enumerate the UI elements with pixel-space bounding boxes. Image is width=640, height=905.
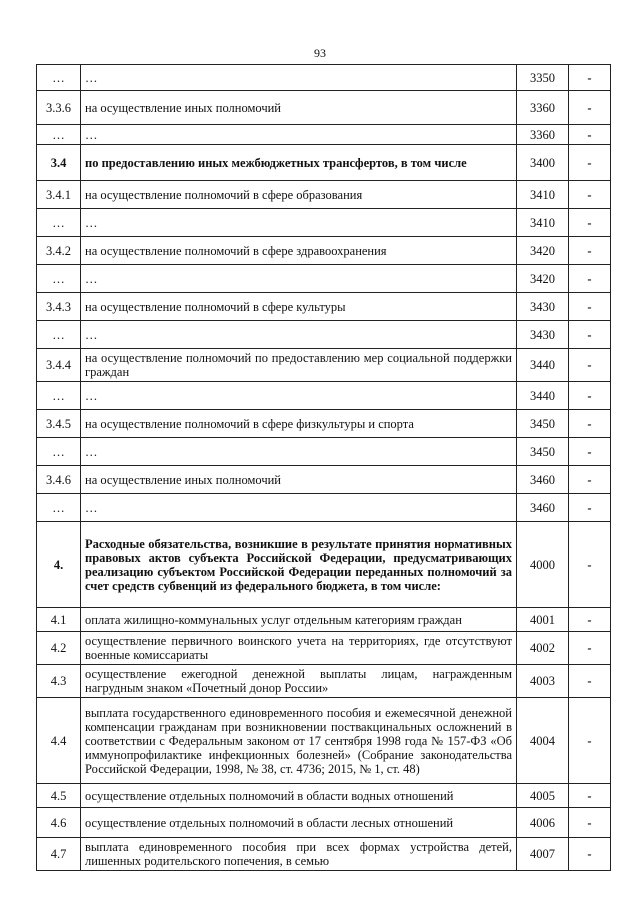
table-row bbox=[37, 466, 611, 494]
row-number: 3.4 bbox=[37, 145, 81, 181]
row-value: - bbox=[569, 466, 611, 494]
row-description: … bbox=[81, 438, 517, 466]
row-value: - bbox=[569, 632, 611, 665]
row-code: 3420 bbox=[517, 237, 569, 265]
row-number: 3.4.2 bbox=[37, 237, 81, 265]
row-code: 4006 bbox=[517, 808, 569, 838]
row-value: - bbox=[569, 838, 611, 871]
row-description: … bbox=[81, 494, 517, 522]
row-value: - bbox=[569, 237, 611, 265]
row-description: на осуществление иных полномочий bbox=[81, 466, 517, 494]
row-code: 3460 bbox=[517, 494, 569, 522]
row-code: 3450 bbox=[517, 438, 569, 466]
row-description: выплата единовременного пособия при всех формах устройства детей, лишенных родительского попечения, в семью bbox=[81, 838, 517, 871]
row-description: по предоставлению иных межбюджетных трансфертов, в том числе bbox=[81, 145, 517, 181]
table-row bbox=[37, 91, 611, 125]
table-row bbox=[37, 382, 611, 410]
table-body bbox=[37, 65, 611, 871]
row-value: - bbox=[569, 181, 611, 209]
table-row bbox=[37, 522, 611, 608]
table-row bbox=[37, 265, 611, 293]
row-description: … bbox=[81, 125, 517, 145]
row-value: - bbox=[569, 808, 611, 838]
row-description: на осуществление иных полномочий bbox=[81, 91, 517, 125]
row-value: - bbox=[569, 209, 611, 237]
table-row bbox=[37, 784, 611, 808]
row-value: - bbox=[569, 349, 611, 382]
table-row bbox=[37, 293, 611, 321]
row-value: - bbox=[569, 321, 611, 349]
row-description: на осуществление полномочий по предоставлению мер социальной поддержки граждан bbox=[81, 349, 517, 382]
row-description: осуществление отдельных полномочий в области лесных отношений bbox=[81, 808, 517, 838]
table-row bbox=[37, 438, 611, 466]
row-value: - bbox=[569, 382, 611, 410]
row-description: … bbox=[81, 209, 517, 237]
row-description: … bbox=[81, 382, 517, 410]
row-number: 3.4.4 bbox=[37, 349, 81, 382]
row-number: 3.3.6 bbox=[37, 91, 81, 125]
row-code: 3460 bbox=[517, 466, 569, 494]
table-row bbox=[37, 665, 611, 698]
row-number: 4.1 bbox=[37, 608, 81, 632]
row-number: … bbox=[37, 65, 81, 91]
row-description: … bbox=[81, 321, 517, 349]
row-value: - bbox=[569, 65, 611, 91]
row-description: Расходные обязательства, возникшие в результате принятия нормативных правовых актов субъекта Российской Федерации, предусматривающих реализацию субъектом Российской Федерации переданных полномочий за счет средств субвенций из федерального бюджета, в том числе: bbox=[81, 522, 517, 608]
row-value: - bbox=[569, 145, 611, 181]
row-value: - bbox=[569, 125, 611, 145]
row-value: - bbox=[569, 438, 611, 466]
row-code: 3450 bbox=[517, 410, 569, 438]
row-code: 3440 bbox=[517, 382, 569, 410]
row-number: … bbox=[37, 494, 81, 522]
row-number: 4.5 bbox=[37, 784, 81, 808]
row-number: … bbox=[37, 125, 81, 145]
expense-obligations-table bbox=[36, 64, 611, 871]
row-value: - bbox=[569, 91, 611, 125]
row-value: - bbox=[569, 608, 611, 632]
row-description: осуществление ежегодной денежной выплаты лицам, награжденным нагрудным знаком «Почетный донор России» bbox=[81, 665, 517, 698]
table-row bbox=[37, 181, 611, 209]
row-code: 3410 bbox=[517, 209, 569, 237]
row-number: 4.3 bbox=[37, 665, 81, 698]
row-number: … bbox=[37, 438, 81, 466]
row-description: … bbox=[81, 265, 517, 293]
table-row bbox=[37, 410, 611, 438]
table-row bbox=[37, 808, 611, 838]
row-code: 4004 bbox=[517, 698, 569, 784]
row-value: - bbox=[569, 784, 611, 808]
row-code: 4005 bbox=[517, 784, 569, 808]
row-description: осуществление первичного воинского учета на территориях, где отсутствуют военные комиссариаты bbox=[81, 632, 517, 665]
row-number: 4.4 bbox=[37, 698, 81, 784]
row-description: осуществление отдельных полномочий в области водных отношений bbox=[81, 784, 517, 808]
table-row bbox=[37, 237, 611, 265]
table-row bbox=[37, 349, 611, 382]
row-number: … bbox=[37, 265, 81, 293]
row-value: - bbox=[569, 522, 611, 608]
row-code: 3440 bbox=[517, 349, 569, 382]
row-code: 4001 bbox=[517, 608, 569, 632]
row-number: … bbox=[37, 209, 81, 237]
row-code: 4007 bbox=[517, 838, 569, 871]
row-description: на осуществление полномочий в сфере образования bbox=[81, 181, 517, 209]
row-code: 3350 bbox=[517, 65, 569, 91]
row-code: 3400 bbox=[517, 145, 569, 181]
row-number: 3.4.5 bbox=[37, 410, 81, 438]
row-value: - bbox=[569, 293, 611, 321]
row-number: 3.4.3 bbox=[37, 293, 81, 321]
row-number: 3.4.1 bbox=[37, 181, 81, 209]
row-code: 3420 bbox=[517, 265, 569, 293]
row-number: 3.4.6 bbox=[37, 466, 81, 494]
row-code: 3360 bbox=[517, 125, 569, 145]
row-code: 4003 bbox=[517, 665, 569, 698]
row-number: … bbox=[37, 321, 81, 349]
table-row bbox=[37, 125, 611, 145]
row-value: - bbox=[569, 265, 611, 293]
row-code: 3360 bbox=[517, 91, 569, 125]
table-row bbox=[37, 209, 611, 237]
row-code: 4002 bbox=[517, 632, 569, 665]
table-row bbox=[37, 632, 611, 665]
row-value: - bbox=[569, 494, 611, 522]
row-value: - bbox=[569, 410, 611, 438]
row-number: 4. bbox=[37, 522, 81, 608]
row-code: 3410 bbox=[517, 181, 569, 209]
table-row bbox=[37, 494, 611, 522]
row-description: оплата жилищно-коммунальных услуг отдельным категориям граждан bbox=[81, 608, 517, 632]
table-row bbox=[37, 838, 611, 871]
page-number: 93 bbox=[314, 46, 326, 60]
row-code: 3430 bbox=[517, 321, 569, 349]
row-description: на осуществление полномочий в сфере физкультуры и спорта bbox=[81, 410, 517, 438]
table-row bbox=[37, 698, 611, 784]
row-code: 4000 bbox=[517, 522, 569, 608]
row-value: - bbox=[569, 665, 611, 698]
row-description: выплата государственного единовременного пособия и ежемесячной денежной компенсации гражданам при возникновении поствакцинальных осложнений в соответствии с Федеральным законом от 17 сентября 1998 года № 157-ФЗ «Об иммунопрофилактике инфекционных болезней» (Собрание законодательства Российской Федерации, 1998, № 38, ст. 4736; 2015, № 1, ст. 48) bbox=[81, 698, 517, 784]
table-row bbox=[37, 65, 611, 91]
row-number: 4.2 bbox=[37, 632, 81, 665]
row-description: … bbox=[81, 65, 517, 91]
row-code: 3430 bbox=[517, 293, 569, 321]
row-number: … bbox=[37, 382, 81, 410]
row-number: 4.6 bbox=[37, 808, 81, 838]
row-description: на осуществление полномочий в сфере здравоохранения bbox=[81, 237, 517, 265]
row-description: на осуществление полномочий в сфере культуры bbox=[81, 293, 517, 321]
table-row bbox=[37, 321, 611, 349]
table-row bbox=[37, 145, 611, 181]
row-number: 4.7 bbox=[37, 838, 81, 871]
table-row bbox=[37, 608, 611, 632]
row-value: - bbox=[569, 698, 611, 784]
